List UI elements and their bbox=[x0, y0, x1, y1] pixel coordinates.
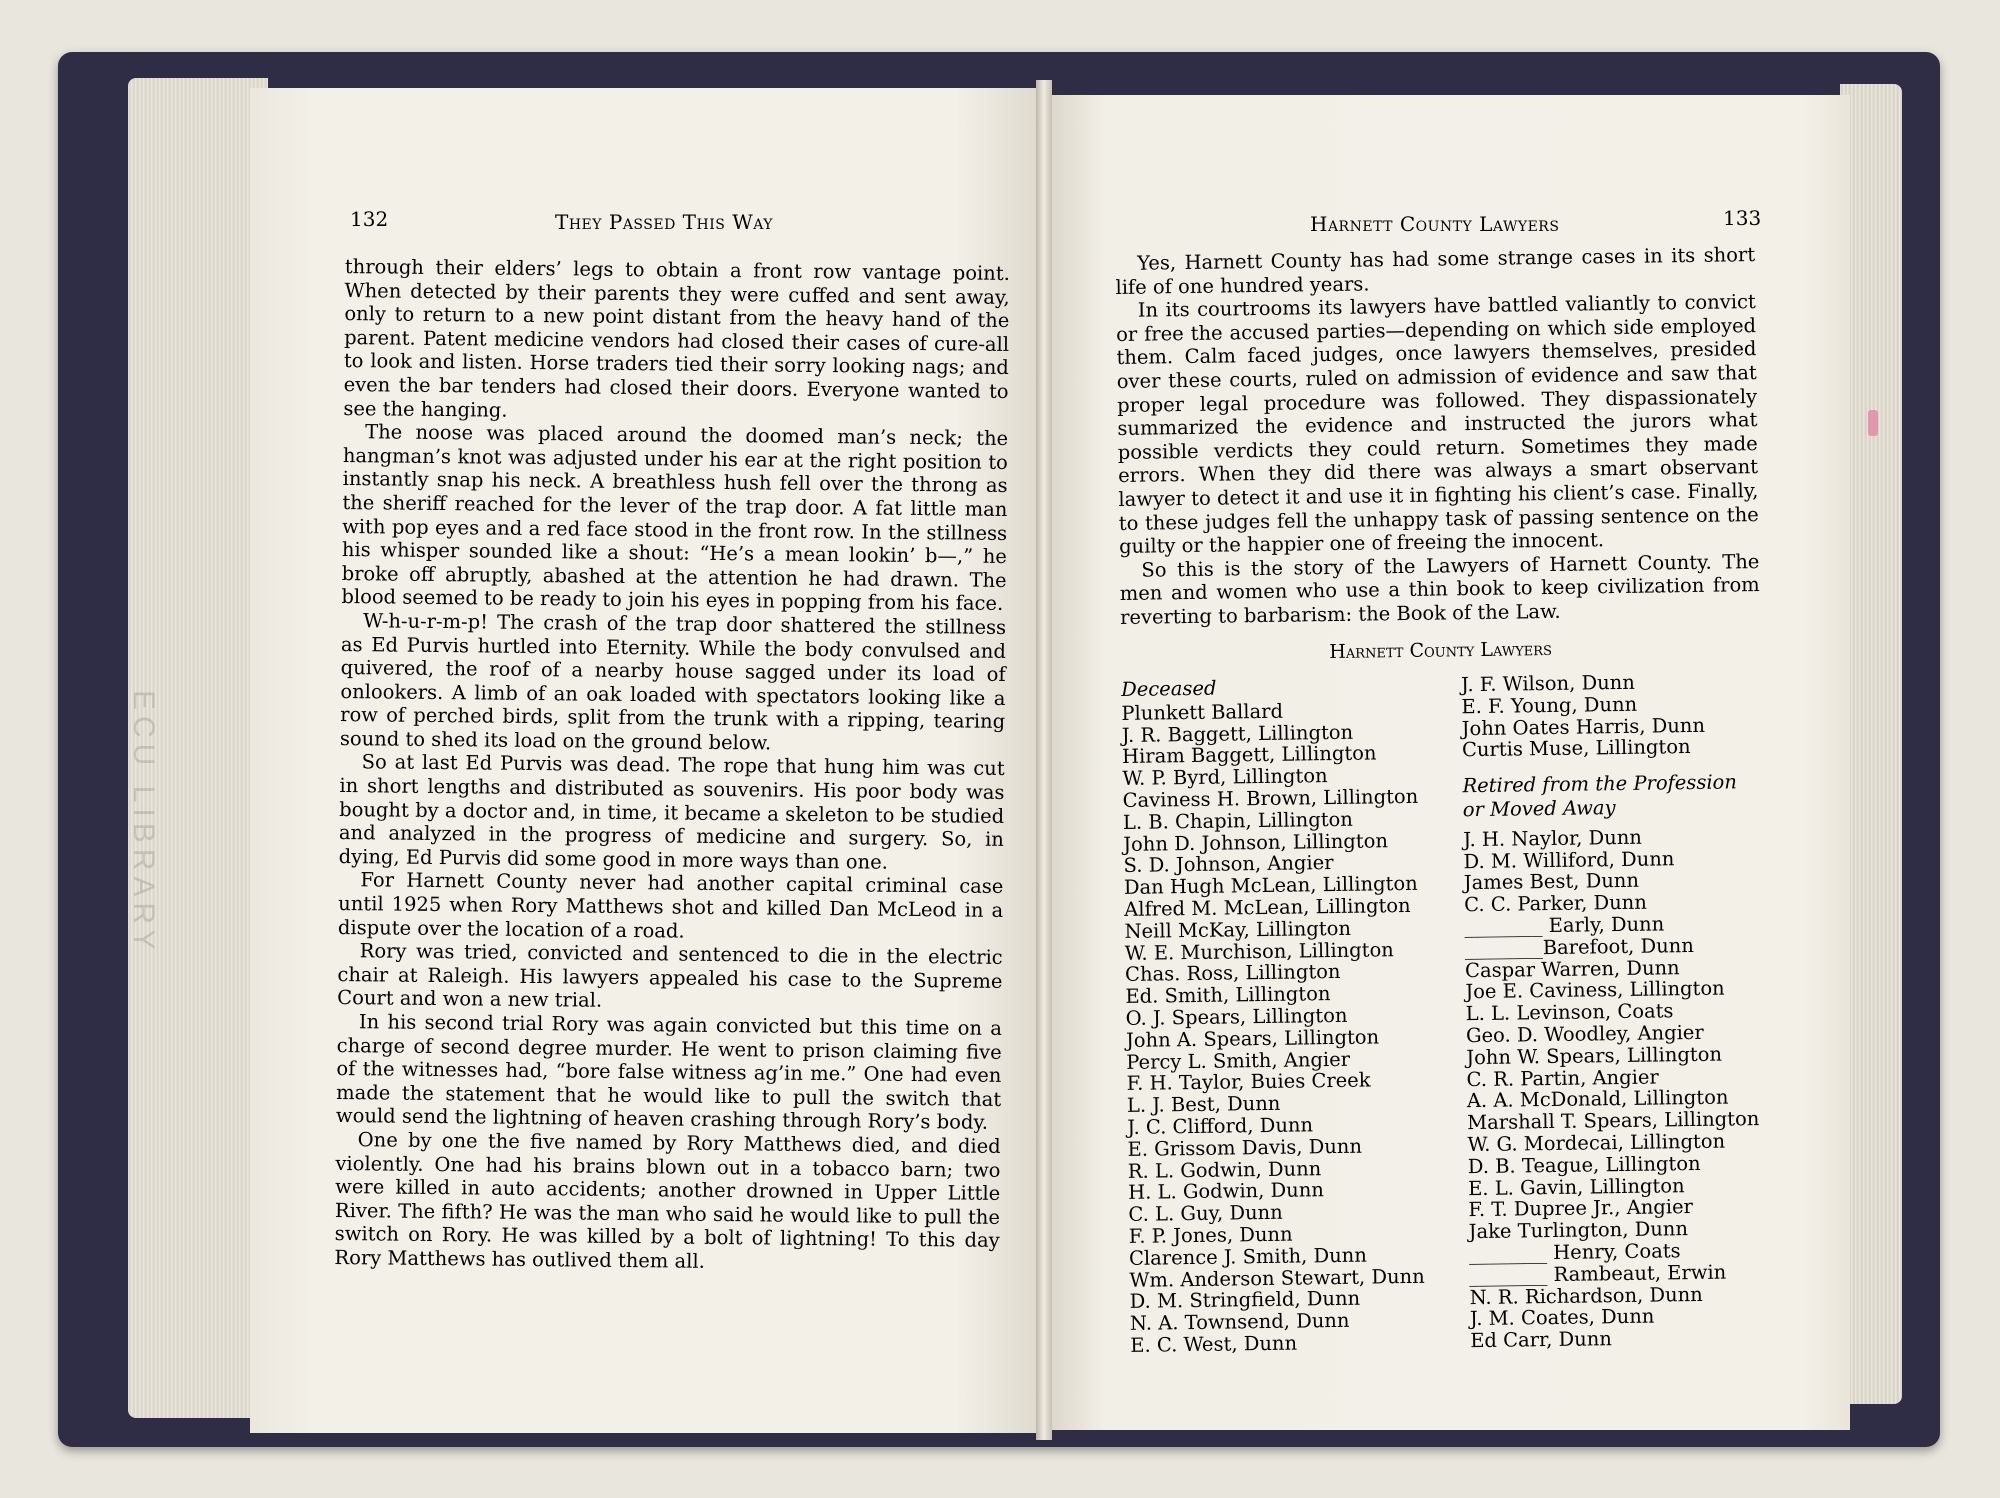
lawyer-entry: ________ Rambeaut, Erwin bbox=[1469, 1260, 1727, 1287]
lawyer-entry: N. R. Richardson, Dunn bbox=[1469, 1282, 1703, 1309]
paragraph: Rory was tried, convicted and sentenced to die in the electric chair at Raleigh. His lawyers appealed his case to the Supreme Court and won a new trial. bbox=[337, 939, 1003, 1013]
book-gutter bbox=[1036, 80, 1052, 1440]
paragraph: In its courtrooms its lawyers have battled valiantly to convict or free the accused parties—depending on which side employed them. Calm faced judges, once lawyers themselves, presided over these courts, ruled on admission of evidence and saw that proper legal procedure was followed. They dispassionately summarized the evidence and instructed the jurors what possible verdicts they could return. Sometimes they made errors. When they did there was always a smart observant lawyer to detect it and use it in fighting his client’s case. Finally, to these judges fell the unhappy task of passing sentence on the guilty or the happier one of freeing the innocent. bbox=[1115, 290, 1759, 559]
lawyer-entry: F. T. Dupree Jr., Angier bbox=[1468, 1195, 1694, 1222]
lawyer-entry: W. E. Murchison, Lillington bbox=[1124, 937, 1394, 965]
lawyer-entry: D. B. Teague, Lillington bbox=[1467, 1151, 1701, 1178]
lawyer-entry: J. H. Naylor, Dunn bbox=[1463, 825, 1643, 852]
paragraph: In his second trial Rory was again convicted but this time on a charge of second degree murder. He went to prison claiming five of the witnesses had, “bore false witness ag’in me.” One had even made the statement that he would like to pull the switch that would send the lightning of heaven crashing through Rory’s body. bbox=[335, 1010, 1003, 1135]
lawyer-entry: Percy L. Smith, Angier bbox=[1126, 1047, 1351, 1074]
lawyer-entry: C. L. Guy, Dunn bbox=[1128, 1200, 1283, 1227]
paragraph: Yes, Harnett County has had some strange cases in its short life of one hundred years. bbox=[1115, 243, 1756, 299]
lawyer-entry: Hiram Baggett, Lillington bbox=[1121, 741, 1377, 769]
lawyer-entry: Neill McKay, Lillington bbox=[1124, 916, 1352, 943]
lawyer-entry: Ed Carr, Dunn bbox=[1470, 1327, 1613, 1353]
lawyer-entry: ________Barefoot, Dunn bbox=[1464, 933, 1694, 961]
paragraph: The noose was placed around the doomed man’s neck; the hangman’s knot was adjusted under his ear at the right position to instantly snap his neck. A breathless hush fell over the throng as the sheriff reached for the lever of the trap door. A fat little man with pop eyes and a red face stood in the front row. In the stillness his whisper sounded like a shout: “He’s a mean lookin’ b—,” he broke off abruptly, abashed at the attention he had drawn. The blood seemed to be ready to join his eyes in popping from his face. bbox=[341, 420, 1009, 616]
paragraph: So at last Ed Purvis was dead. The rope that hung him was cut in short lengths and distributed as souvenirs. His poor body was bought by a doctor and, in time, it became a skeleton to be studied and analyzed in the progress of medicine and surgery. So, in dying, Ed Purvis did some good in more ways than one. bbox=[338, 750, 1005, 874]
deceased-heading: Deceased bbox=[1120, 676, 1217, 702]
lawyer-entry: E. Grissom Davis, Dunn bbox=[1127, 1134, 1363, 1161]
lawyer-entry: J. M. Coates, Dunn bbox=[1469, 1304, 1655, 1331]
lawyer-entry: S. D. Johnson, Angier bbox=[1123, 851, 1334, 878]
lawyer-entry: N. A. Townsend, Dunn bbox=[1129, 1309, 1350, 1336]
retired-heading-line-1: Retired from the Profession bbox=[1462, 770, 1738, 798]
lawyer-entry: Alfred M. McLean, Lillington bbox=[1124, 893, 1411, 921]
lawyer-entry: F. P. Jones, Dunn bbox=[1128, 1222, 1293, 1248]
lawyer-entry: R. L. Godwin, Dunn bbox=[1127, 1156, 1322, 1183]
lawyer-entry: Dan Hugh McLean, Lillington bbox=[1123, 872, 1418, 900]
lawyer-entry: E. L. Gavin, Lillington bbox=[1467, 1173, 1685, 1200]
lawyer-entry: Wm. Anderson Stewart, Dunn bbox=[1129, 1264, 1425, 1292]
lawyer-entry: E. F. Young, Dunn bbox=[1461, 692, 1638, 719]
lawyer-entry: John A. Spears, Lillington bbox=[1125, 1025, 1380, 1052]
lawyer-entry: John W. Spears, Lillington bbox=[1466, 1042, 1723, 1070]
page-number-right: 133 bbox=[1723, 206, 1762, 230]
lawyer-entry: L. B. Chapin, Lillington bbox=[1122, 807, 1354, 834]
lawyer-entry: J. C. Clifford, Dunn bbox=[1127, 1113, 1314, 1139]
continued-column bbox=[1461, 670, 1770, 1352]
right-page-body bbox=[1115, 243, 1770, 1357]
lawyer-entry: O. J. Spears, Lillington bbox=[1125, 1003, 1348, 1030]
paragraph: W-h-u-r-m-p! The crash of the trap door shattered the stillness as Ed Purvis hurtled into Eternity. While the body convulsed and quivered, the roof of a nearby house sagged under its load of onlookers. A limb of an oak loaded with spectators looking like a row of perched birds, split from the trunk with a ripping, tearing sound to shed its load on the ground below. bbox=[339, 609, 1007, 755]
paragraph: So this is the story of the Lawyers of Harnett County. The men and women who use a thin book to keep civilization from reverting to barbarism: the Book of the Law. bbox=[1119, 549, 1760, 629]
lawyer-entry: J. R. Baggett, Lillington bbox=[1121, 720, 1354, 747]
paragraph: One by one the five named by Rory Matthews died, and died violently. One had his brains blown out in a tobacco barn; two were killed in auto accidents; another drowned in Upper Little River. The fifth? He was the man who said he would like to pull the switch on Rory. He was killed by a bolt of lightning! To this day Rory Matthews has outlived them all. bbox=[334, 1128, 1001, 1273]
lawyer-entry: Caspar Warren, Dunn bbox=[1464, 955, 1680, 982]
lawyer-entry: A. A. McDonald, Lillington bbox=[1466, 1085, 1729, 1113]
lawyer-entry: Plunkett Ballard bbox=[1121, 699, 1284, 725]
lawyer-entry: W. G. Mordecai, Lillington bbox=[1467, 1129, 1726, 1157]
lawyer-entry: Caviness H. Brown, Lillington bbox=[1122, 784, 1419, 813]
page-number-left: 132 bbox=[350, 207, 389, 231]
paragraph: For Harnett County never had another capital criminal case until 1925 when Rory Matthews shot and killed Dan McLeod in a dispute over the location of a road. bbox=[337, 868, 1004, 943]
pink-tab-mark bbox=[1868, 410, 1878, 436]
lawyer-entry: J. F. Wilson, Dunn bbox=[1460, 670, 1636, 697]
lawyer-entry: E. C. West, Dunn bbox=[1130, 1331, 1298, 1357]
lawyer-entry: Jake Turlington, Dunn bbox=[1468, 1217, 1689, 1244]
lawyer-entry: Geo. D. Woodley, Angier bbox=[1465, 1020, 1704, 1048]
deceased-column bbox=[1121, 675, 1452, 1357]
library-stamp: ECU LIBRARY bbox=[127, 690, 160, 956]
lawyer-entry: Chas. Ross, Lillington bbox=[1124, 960, 1341, 987]
lawyer-entry: Joe E. Caviness, Lillington bbox=[1465, 977, 1725, 1004]
lawyer-entry: C. R. Partin, Angier bbox=[1466, 1065, 1659, 1091]
lawyer-entry: ________ Early, Dunn bbox=[1464, 912, 1665, 939]
lawyer-entry: D. M. Stringfield, Dunn bbox=[1129, 1287, 1361, 1314]
lawyer-entry: James Best, Dunn bbox=[1463, 869, 1640, 895]
running-head-left: They Passed This Way bbox=[555, 210, 774, 234]
lawyer-entry: Marshall T. Spears, Lillington bbox=[1467, 1107, 1760, 1135]
lawyer-entry: Ed. Smith, Lillington bbox=[1125, 982, 1331, 1009]
left-page-body bbox=[334, 255, 1010, 1276]
lawyer-entry: H. L. Godwin, Dunn bbox=[1127, 1178, 1325, 1205]
lawyer-entry: C. C. Parker, Dunn bbox=[1463, 890, 1647, 917]
lawyer-entry: John Oates Harris, Dunn bbox=[1461, 713, 1706, 740]
lawyer-entry: W. P. Byrd, Lillington bbox=[1122, 764, 1328, 791]
paragraph: through their elders’ legs to obtain a front row vantage point. When detected by their parents they were cuffed and sent away, only to return to a new point distant from the heavy hand of the parent. Patent medicine vendors had closed their cases of cure-all to look and listen. Horse traders tied their sorry looking nags; and even the bar tenders had closed their doors. Everyone wanted to see the hanging. bbox=[343, 255, 1010, 422]
lawyer-entry: D. M. Williford, Dunn bbox=[1463, 846, 1675, 873]
lawyer-entry: L. J. Best, Dunn bbox=[1126, 1092, 1281, 1118]
section-title: Harnett County Lawyers bbox=[1329, 637, 1553, 663]
lawyer-list bbox=[1121, 670, 1770, 1357]
running-head-right: Harnett County Lawyers bbox=[1310, 212, 1560, 236]
retired-heading-line-2: or Moved Away bbox=[1462, 796, 1616, 822]
lawyer-entry: L. L. Levinson, Coats bbox=[1465, 999, 1674, 1026]
lawyer-entry: F. H. Taylor, Buies Creek bbox=[1126, 1068, 1371, 1096]
lawyer-entry: Curtis Muse, Lillington bbox=[1461, 735, 1691, 762]
lawyer-entry: Clarence J. Smith, Dunn bbox=[1128, 1243, 1367, 1270]
lawyer-entry: ________ Henry, Coats bbox=[1468, 1239, 1681, 1266]
lawyer-entry: John D. Johnson, Lillington bbox=[1123, 828, 1389, 856]
